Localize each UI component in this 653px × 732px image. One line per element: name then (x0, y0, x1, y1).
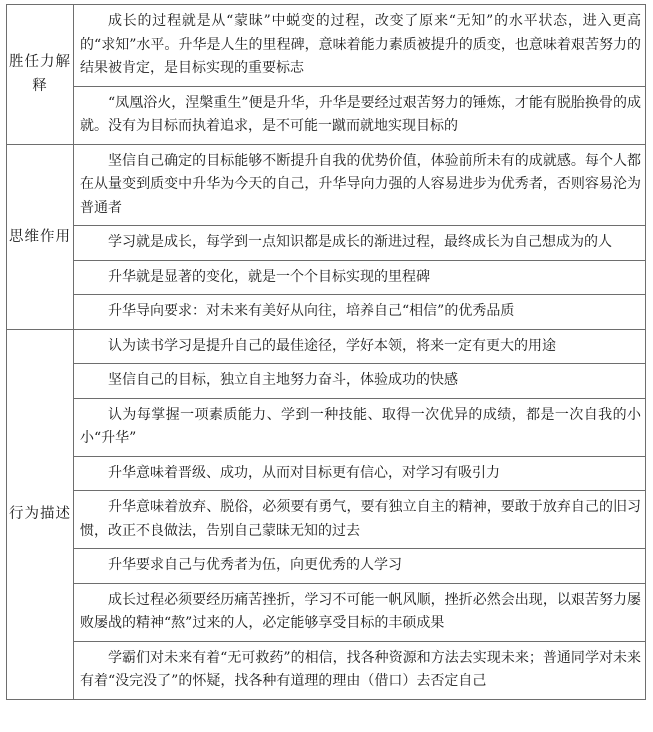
description-cell: 学霸们对未来有着“无可救药”的相信，找各种资源和方法去实现未来；普通同学对未来有着“没完没了”的怀疑，找各种有道理的理由（借口）去否定自己 (74, 641, 646, 699)
description-cell: 升华意味着放弃、脱俗，必须要有勇气，要有独立自主的精神，要敢于放弃自己的旧习惯，改正不良做法，告别自己蒙昧无知的过去 (74, 491, 646, 549)
table-row (7, 226, 646, 261)
table-row (7, 144, 646, 226)
description-cell: 升华导向要求：对未来有美好从向往，培养自己“相信”的优秀品质 (74, 295, 646, 330)
table-row (7, 641, 646, 699)
category-cell-thinking: 思维作用 (7, 144, 74, 329)
table-row (7, 398, 646, 456)
table-row (7, 583, 646, 641)
table-row (7, 364, 646, 399)
table-row (7, 549, 646, 584)
description-cell: 升华要求自己与优秀者为伍，向更优秀的人学习 (74, 549, 646, 584)
description-cell: 认为读书学习是提升自己的最佳途径，学好本领，将来一定有更大的用途 (74, 329, 646, 364)
description-cell: 坚信自己确定的目标能够不断提升自我的优势价值，体验前所未有的成就感。每个人都在从量变到质变中升华为今天的自己，升华导向力强的人容易进步为优秀者，否则容易沦为普通者 (74, 144, 646, 226)
description-cell: 学习就是成长，每学到一点知识都是成长的渐进过程，最终成长为自己想成为的人 (74, 226, 646, 261)
category-cell-behavior: 行为描述 (7, 329, 74, 699)
description-cell: “凤凰浴火，涅槃重生”便是升华，升华是要经过艰苦努力的锤炼，才能有脱胎换骨的成就。没有为目标而执着追求，是不可能一蹴而就地实现目标的 (74, 86, 646, 144)
competency-table (6, 4, 646, 700)
table-row (7, 295, 646, 330)
table-row (7, 329, 646, 364)
table-row (7, 260, 646, 295)
table-row (7, 86, 646, 144)
table-row (7, 456, 646, 491)
description-cell: 坚信自己的目标，独立自主地努力奋斗，体验成功的快感 (74, 364, 646, 399)
category-cell-interpretation: 胜任力解释 (7, 5, 74, 145)
description-cell: 升华意味着晋级、成功，从而对目标更有信心，对学习有吸引力 (74, 456, 646, 491)
table-row (7, 5, 646, 87)
description-cell: 成长过程必须要经历痛苦挫折，学习不可能一帆风顺，挫折必然会出现，以艰苦努力屡败屡战的精神“熬”过来的人，必定能够享受目标的丰硕成果 (74, 583, 646, 641)
description-cell: 升华就是显著的变化，就是一个个目标实现的里程碑 (74, 260, 646, 295)
description-cell: 认为每掌握一项素质能力、学到一种技能、取得一次优异的成绩，都是一次自我的小小“升华” (74, 398, 646, 456)
table-row (7, 491, 646, 549)
description-cell: 成长的过程就是从“蒙昧”中蜕变的过程，改变了原来“无知”的水平状态，进入更高的“求知”水平。升华是人生的里程碑，意味着能力素质被提升的质变，也意味着艰苦努力的结果被肯定，是目标实现的重要标志 (74, 5, 646, 87)
